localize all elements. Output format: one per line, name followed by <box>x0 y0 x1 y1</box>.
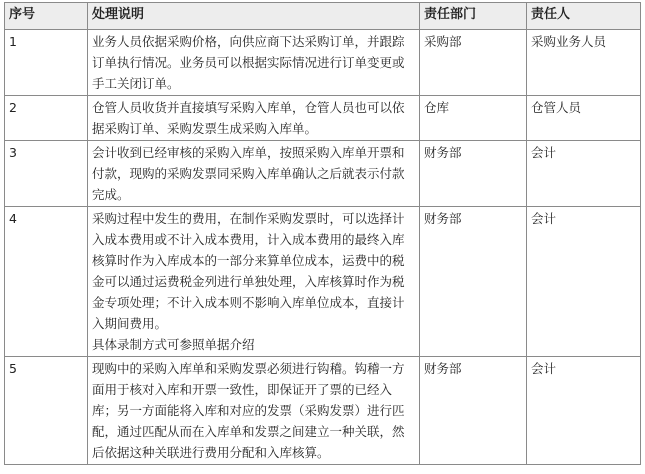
row-description <box>88 207 420 357</box>
table-row <box>5 207 641 357</box>
table-row <box>5 96 641 141</box>
row-department: 采购部 <box>420 30 527 96</box>
header-description: 处理说明 <box>88 3 420 30</box>
row-department: 财务部 <box>420 207 527 357</box>
row-department: 财务部 <box>420 141 527 207</box>
header-row <box>5 3 641 30</box>
description-note: 具体录制方式可参照单据介绍 <box>92 337 255 352</box>
row-description <box>88 357 420 465</box>
header-no: 序号 <box>5 3 88 30</box>
row-no: 4 <box>5 207 88 357</box>
row-department: 仓库 <box>420 96 527 141</box>
row-owner: 会计 <box>527 141 641 207</box>
description-text: 会计收到已经审核的采购入库单，按照采购入库单开票和付款，现购的采购发票同采购入库单确认之后就表示付款完成。 <box>92 145 405 202</box>
description-text: 现购中的采购入库单和采购发票必须进行钩稽。钩稽一方面用于核对入库和开票一致性，即保证开了票的已经入库；另一方面能将入库和对应的发票（采购发票）进行匹配，通过匹配从而在入库单和发票之间建立一种关联，然后依据这种关联进行费用分配和入库核算。 <box>92 361 405 460</box>
table-row <box>5 357 641 465</box>
header-department: 责任部门 <box>420 3 527 30</box>
row-description <box>88 96 420 141</box>
row-owner: 会计 <box>527 357 641 465</box>
process-table <box>4 2 641 465</box>
row-department: 财务部 <box>420 357 527 465</box>
row-owner: 仓管人员 <box>527 96 641 141</box>
table-row <box>5 141 641 207</box>
row-no: 1 <box>5 30 88 96</box>
table-row <box>5 30 641 96</box>
row-description <box>88 30 420 96</box>
row-description <box>88 141 420 207</box>
description-text: 业务人员依据采购价格，向供应商下达采购订单，并跟踪订单执行情况。业务员可以根据实际情况进行订单变更或手工关闭订单。 <box>92 34 405 91</box>
row-owner: 会计 <box>527 207 641 357</box>
row-no: 2 <box>5 96 88 141</box>
row-no: 5 <box>5 357 88 465</box>
description-text: 采购过程中发生的费用，在制作采购发票时，可以选择计入成本费用或不计入成本费用，计入成本费用的最终入库核算时作为入库成本的一部分来算单位成本，运费中的税金可以通过运费税金列进行单独处理，入库核算时作为税金专项处理；不计入成本则不影响入库单位成本，直接计入期间费用。 <box>92 211 405 331</box>
row-no: 3 <box>5 141 88 207</box>
description-text: 仓管人员收货并直接填写采购入库单，仓管人员也可以依据采购订单、采购发票生成采购入库单。 <box>92 100 405 136</box>
row-owner: 采购业务人员 <box>527 30 641 96</box>
header-owner: 责任人 <box>527 3 641 30</box>
